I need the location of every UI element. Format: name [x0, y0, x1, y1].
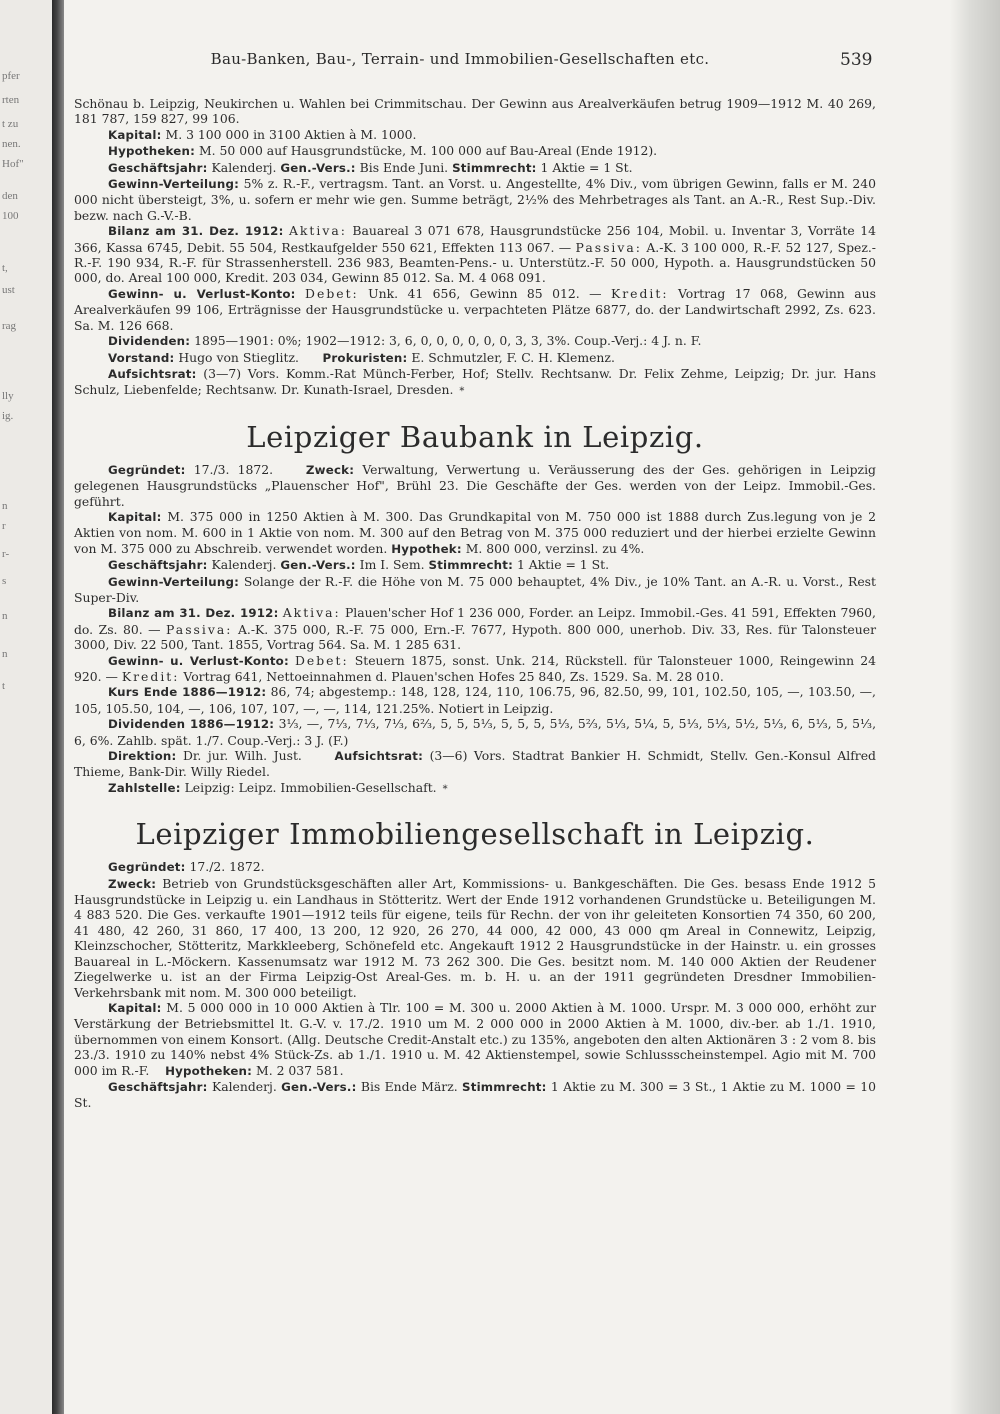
margin-fragment: n	[2, 500, 8, 512]
margin-fragment: ust	[2, 284, 15, 296]
page-number: 539	[840, 50, 873, 70]
running-head: Bau-Banken, Bau-, Terrain- und Immobilien-Gesellschaften etc.	[210, 50, 710, 68]
direktion-line: Direktion: Dr. jur. Wilh. Just. Aufsichtsrat: (3—6) Vors. Stadtrat Bankier H. Schmidt, Stellv. Gen.-Konsul Alfred Thieme, Bank-Dir. Willy Riedel.	[74, 748, 876, 780]
vorstand-line: Vorstand: Hugo von Stieglitz. Prokuristen: E. Schmutzler, F. C. H. Klemenz.	[108, 349, 615, 365]
aufsichtsrat-line: Aufsichtsrat: (3—7) Vors. Komm.-Rat Münch-Ferber, Hof; Stellv. Rechtsanw. Dr. Felix Zehme, Leipzig; Dr. jur. Hans Schulz, Liebenfelde; Rechtsanw. Dr. Kunath-Israel, Dresden. *	[74, 365, 876, 398]
guv-line: Gewinn- u. Verlust-Konto: Debet: Steuern 1875, sonst. Unk. 214, Rückstell. für Talonsteuer 1000, Reingewinn 24 920. — Kredit: Vortrag 641, Nettoeinnahmen d. Plauen'schen Hofes 25 840, Zs. 1529. Sa. M. 28 010.	[74, 652, 876, 684]
kapital-line: Kapital: M. 5 000 000 in 10 000 Aktien à Tlr. 100 = M. 300 u. 2000 Aktien à M. 1000. Urspr. M. 3 000 000, erhöht zur Verstärkung der Betriebsmittel lt. G.-V. v. 17./2. 1910 um M. 2 000 000 in 2000 Aktien à M. 1000, div.-ber. ab 1./1. 1910, übernommen von einem Konsort. (Allg. Deutsche Credit-Anstalt etc.) zu 135%, angeboten den alten Aktionären 3 : 2 vom 8. bis 23./3. 1910 zu 140% nebst 4% Stück-Zs. ab 1./1. 1910 u. M. 42 Aktienstempel, sowie Schlussscheinstempel. Agio mit M. 700 000 im R.-F. Hypotheken: M. 2 037 581.	[74, 999, 876, 1078]
margin-fragment: t,	[2, 262, 8, 274]
kapital-line: Kapital: M. 3 100 000 in 3100 Aktien à M. 1000.	[108, 126, 417, 142]
page-edge-shadow	[950, 0, 1000, 1414]
company-entry-immobilien	[74, 817, 876, 1111]
bilanz-line: Bilanz am 31. Dez. 1912: Aktiva: Bauareal 3 071 678, Hausgrundstücke 256 104, Mobil. u. Inventar 3, Vorräte 14 366, Kassa 6745, Debit. 55 504, Restkaufgelder 550 621, Effekten 113 067. — Passiva: A.-K. 3 100 000, R.-F. 52 127, Spez.-R.-F. 190 934, R.-F. für Strassenherstell. 236 983, Beamten-Pens.- u. Unterstütz.-F. 50 000, Hypoth. a. Hausgrundstücken 50 000, do. Areal 100 000, Kredit. 203 034, Gewinn 85 012. Sa. M. 4 068 091.	[74, 223, 876, 286]
bilanz-line: Bilanz am 31. Dez. 1912: Aktiva: Plauen'scher Hof 1 236 000, Forder. an Leipz. Immobil.-Ges. 41 591, Effekten 7960, do. Zs. 80. — Passiva: A.-K. 375 000, R.-F. 75 000, Ern.-F. 7677, Hypoth. 800 000, unerhob. Div. 33, Res. für Talonsteuer 3000, Div. 22 500, Tant. 1855, Vortrag 564. Sa. M. 1 285 631.	[74, 605, 876, 653]
margin-fragment: ig.	[2, 410, 14, 422]
gegruendet-line: Gegründet: 17./2. 1872.	[108, 859, 265, 875]
page-content	[74, 96, 876, 1111]
margin-fragment: pfer	[2, 70, 20, 82]
company-title: Leipziger Immobiliengesellschaft in Leipzig.	[135, 817, 815, 852]
margin-fragment: t zu	[2, 118, 19, 130]
margin-fragment: rten	[2, 94, 20, 106]
company-entry-baubank	[74, 420, 876, 798]
company-title: Leipziger Baubank in Leipzig.	[246, 419, 704, 454]
facing-page-margin	[0, 0, 52, 1414]
guv-line: Gewinn- u. Verlust-Konto: Debet: Unk. 41 656, Gewinn 85 012. — Kredit: Vortrag 17 068, Gewinn aus Arealverkäufen 99 106, Erträgnisse der Hausgrundstücke u. verpachteten Plätze 6877, do. der Landwirtschaft 2992, Zs. 623. Sa. M. 126 668.	[74, 285, 876, 333]
kurs-line: Kurs Ende 1886—1912: 86, 74; abgestemp.: 148, 128, 124, 110, 106.75, 96, 82.50, 99, 101, 102.50, 105, —, 103.50, —, 105, 105.50, 104, —, 106, 107, 107, —, —, 114, 121.25%. Notiert in Leipzig.	[74, 684, 876, 716]
gewinnverteilung-line: Gewinn-Verteilung: Solange der R.-F. die Höhe von M. 75 000 behauptet, 4% Div., je 10% Tant. an A.-R. u. Vorst., Rest Super-Div.	[74, 573, 876, 605]
margin-fragment: t	[2, 680, 6, 692]
margin-fragment: n	[2, 610, 8, 622]
margin-fragment: r-	[2, 548, 10, 560]
zahlstelle-line: Zahlstelle: Leipzig: Leipz. Immobilien-Gesellschaft. *	[108, 779, 448, 795]
geschaeftsjahr-line: Geschäftsjahr: Kalenderj. Gen.-Vers.: Bis Ende Juni. Stimmrecht: 1 Aktie = 1 St.	[108, 159, 633, 175]
margin-fragment: Hof"	[2, 158, 24, 170]
gegruendet-line: Gegründet: 17./3. 1872. Zweck: Verwaltung, Verwertung u. Veräusserung des der Ges. gehörigen in Leipzig gelegenen Hausgrundstücks „Plauenscher Hof", Brühl 23. Die Geschäfte der Ges. werden von der Leipz. Immobil.-Ges. geführt.	[74, 461, 876, 509]
previous-company-entry	[74, 96, 876, 400]
margin-fragment: r	[2, 520, 6, 532]
margin-fragment: s	[2, 575, 7, 587]
margin-fragment: den	[2, 190, 18, 202]
kapital-line: Kapital: M. 375 000 in 1250 Aktien à M. 300. Das Grundkapital von M. 750 000 ist 1888 durch Zus.legung von je 2 Aktien von nom. M. 600 in 1 Aktie von nom. M. 300 auf den Betrag von M. 375 000 reduziert und der hierbei erzielte Gewinn von M. 375 000 zu Abschreib. verwendet worden. Hypothek: M. 800 000, verzinsl. zu 4%.	[74, 508, 876, 556]
geschaeftsjahr-line: Geschäftsjahr: Kalenderj. Gen.-Vers.: Im I. Sem. Stimmrecht: 1 Aktie = 1 St.	[108, 557, 610, 573]
margin-fragment: 100	[2, 210, 19, 222]
dividenden-line: Dividenden: 1895—1901: 0%; 1902—1912: 3, 6, 0, 0, 0, 0, 0, 0, 3, 3, 3%. Coup.-Verj.: 4 J. n. F.	[108, 333, 702, 349]
margin-fragment: lly	[2, 390, 14, 402]
geschaeftsjahr-line: Geschäftsjahr: Kalenderj. Gen.-Vers.: Bis Ende März. Stimmrecht: 1 Aktie zu M. 300 = 3 St., 1 Aktie zu M. 1000 = 10 St.	[74, 1078, 876, 1111]
margin-fragment: n	[2, 648, 8, 660]
entry-intro: Schönau b. Leipzig, Neukirchen u. Wahlen bei Crimmitschau. Der Gewinn aus Arealverkäufen betrug 1909—1912 M. 40 269, 181 787, 159 827, 99 106.	[74, 96, 876, 127]
gewinnverteilung-line: Gewinn-Verteilung: 5% z. R.-F., vertragsm. Tant. an Vorst. u. Angestellte, 4% Div., vom übrigen Gewinn, falls er M. 240 000 nicht übersteigt, 3%, u. sofern er mehr wie gen. Summe beträgt, 2½% des Mehrbetrages als Tant. an A.-R., Rest Sup.-Div. bezw. nach G.-V.-B.	[74, 176, 876, 223]
zweck-line: Zweck: Betrieb von Grundstücksgeschäften aller Art, Kommissions- u. Bankgeschäften. Die Ges. besass Ende 1912 5 Hausgrundstücke in Leipzig u. ein Landhaus in Stötteritz. Wert der Ende 1912 vorhandenen Grundstücke u. Beteiligungen M. 4 883 520. Die Ges. verkaufte 1901—1912 teils für eigene, teils für Rechn. der von ihr geleiteten Konsortien 74 350, 60 200, 41 480, 42 260, 31 860, 17 400, 13 200, 12 920, 26 270, 44 000, 42 000, 43 000 qm Areal in Connewitz, Leipzig, Kleinzschocher, Stötteritz, Markkleeberg, Schönefeld etc. Angekauft 1912 2 Hausgrundstücke in der Hainstr. u. ein grosses Bauareal in L.-Möckern. Kassenumsatz war 1912 M. 73 262 300. Die Ges. besitzt nom. M. 140 000 Aktien der Reudener Ziegelwerke u. ist an der Firma Leipzig-Ost Areal-Ges. m. b. H. u. an der 1911 gegründeten Dresdner Immobilien-Verkehrsbank mit nom. M. 300 000 beteiligt.	[74, 875, 876, 1000]
hypotheken-line: Hypotheken: M. 50 000 auf Hausgrundstücke, M. 100 000 auf Bau-Areal (Ende 1912).	[108, 143, 658, 159]
margin-fragment: rag	[2, 320, 17, 332]
margin-fragment: nen.	[2, 138, 21, 150]
dividenden-line: Dividenden 1886—1912: 3⅓, —, 7⅓, 7⅓, 7⅓, 6⅔, 5, 5, 5⅓, 5, 5, 5, 5⅓, 5⅔, 5⅓, 5¼, 5, 5⅓, 5⅓, 5½, 5⅓, 6, 5⅓, 5, 5⅓, 6, 6%. Zahlb. spät. 1./7. Coup.-Verj.: 3 J. (F.)	[74, 716, 877, 748]
book-gutter	[52, 0, 64, 1414]
